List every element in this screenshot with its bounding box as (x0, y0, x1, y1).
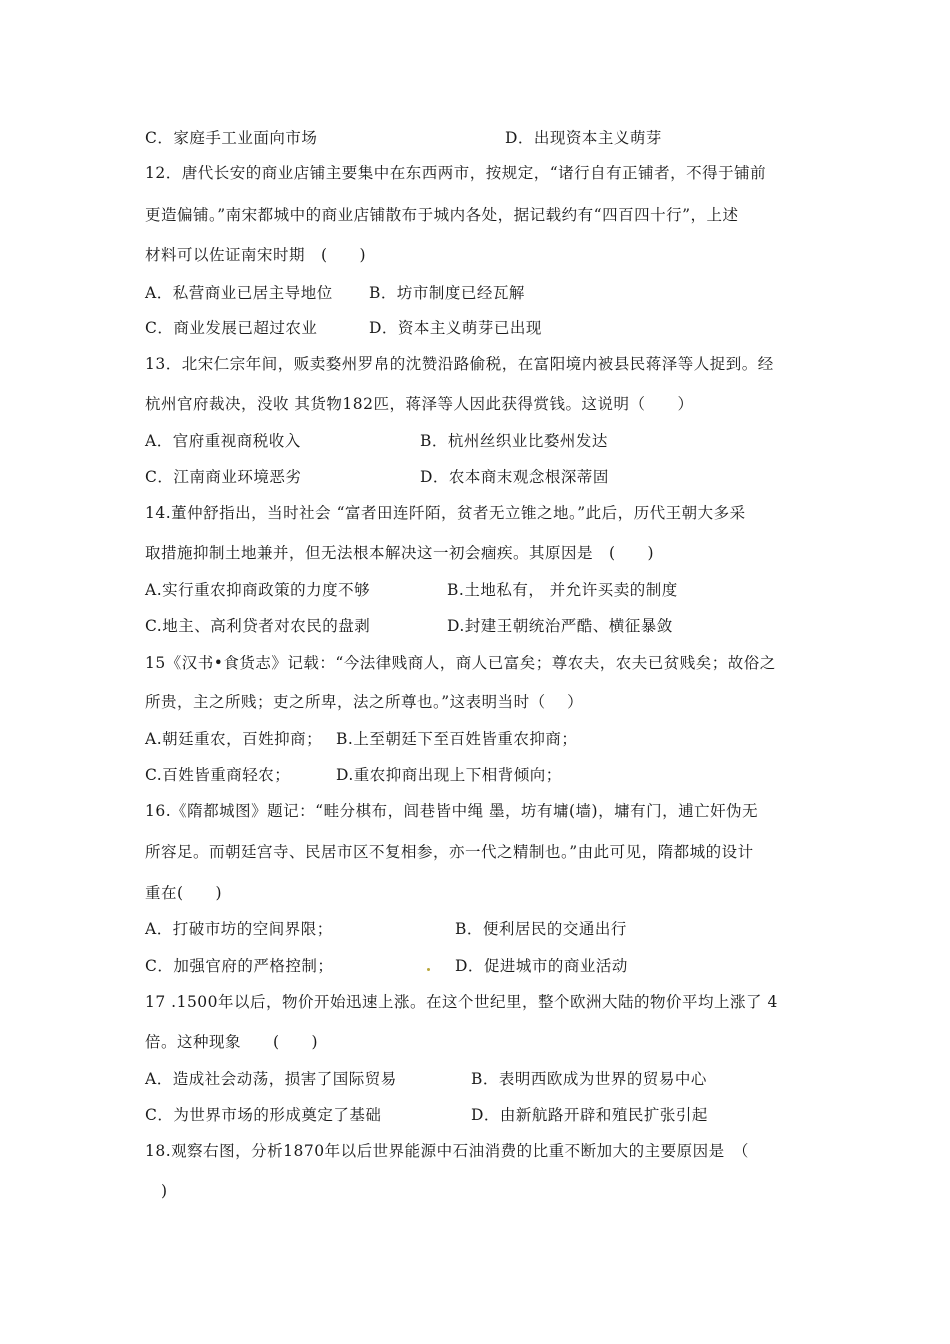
q15-stem-line-2: 所贵，主之所贱；吏之所卑，法之所尊也。”这表明当时（ ） (145, 693, 584, 711)
q12-stem-line-2: 更造偏铺。”南宋都城中的商业店铺散布于城内各处，据记载约有“四百四十行”，上述 (145, 206, 739, 224)
q14-option-a: A.实行重农抑商政策的力度不够 (145, 581, 371, 599)
q16-option-b: B．便利居民的交通出行 (455, 920, 627, 938)
q16-stem-line-2: 所容足。而朝廷宫寺、民居市区不复相参，亦一代之精制也。”由此可见，隋都城的设计 (145, 843, 754, 861)
q18-stem-line-1: 18.观察右图，分析1870年以后世界能源中石油消费的比重不断加大的主要原因是 （ (145, 1142, 749, 1160)
q13-option-c: C．江南商业环境恶劣 (145, 468, 302, 486)
q17-stem-line-2: 倍。这种现象 ( ) (145, 1033, 319, 1051)
q15-option-b: B.上至朝廷下至百姓皆重农抑商； (336, 730, 578, 748)
q13-option-a: A．官府重视商税收入 (145, 432, 301, 450)
q15-option-c: C.百姓皆重商轻农； (145, 766, 291, 784)
q16-option-d: D．促进城市的商业活动 (455, 957, 628, 975)
q16-option-a: A．打破市坊的空间界限； (145, 920, 333, 938)
q14-option-d: D.封建王朝统治严酷、横征暴敛 (447, 617, 673, 635)
q12-stem-line-3: 材料可以佐证南宋时期 ( ) (145, 246, 367, 264)
q12-stem-line-1: 12．唐代长安的商业店铺主要集中在东西两市，按规定，“诸行自有正铺者，不得于铺前 (145, 164, 767, 182)
q12-option-a: A．私营商业已居主导地位 (145, 284, 333, 302)
q13-stem-line-1: 13．北宋仁宗年间，贩卖婺州罗帛的沈赞沿路偷税，在富阳境内被县民蒋泽等人捉到。经 (145, 355, 774, 373)
q17-option-a: A．造成社会动荡，损害了国际贸易 (145, 1070, 397, 1088)
q15-stem-line-1: 15《汉书•食货志》记载：“今法律贱商人，商人已富矣；尊农夫，农夫已贫贱矣；故俗之 (145, 654, 776, 672)
q16-option-c: C．加强官府的严格控制； (145, 957, 334, 975)
q16-stem-line-3: 重在( ) (145, 884, 223, 902)
q17-option-c: C．为世界市场的形成奠定了基础 (145, 1106, 382, 1124)
q17-option-b: B．表明西欧成为世界的贸易中心 (471, 1070, 707, 1088)
q12-option-d: D．资本主义萌芽已出现 (369, 319, 542, 337)
q13-stem-line-2: 杭州官府裁决，没收 其货物182匹，蒋泽等人因此获得赏钱。这说明（ ） (145, 395, 694, 413)
q16-stem-line-1: 16.《隋都城图》题记：“畦分棋布，闾巷皆中绳 墨，坊有墉(墙)，墉有门，逋亡奸伪无 (145, 802, 759, 820)
q18-stem-line-2: ) (145, 1182, 168, 1200)
q12-option-c: C．商业发展已超过农业 (145, 319, 318, 337)
q15-option-a: A.朝廷重农，百姓抑商； (145, 730, 323, 748)
q17-stem-line-1: 17 .1500年以后，物价开始迅速上涨。在这个世纪里，整个欧洲大陆的物价平均上涨了 4 (145, 993, 778, 1011)
q14-option-b: B.土地私有， 并允许买卖的制度 (447, 581, 678, 599)
q13-option-d: D．农本商末观念根深蒂固 (420, 468, 609, 486)
q12-option-b: B．坊市制度已经瓦解 (369, 284, 525, 302)
q17-option-d: D．由新航路开辟和殖民扩张引起 (471, 1106, 708, 1124)
q14-stem-line-2: 取措施抑制土地兼并，但无法根本解决这一初会痼疾。其原因是 ( ) (145, 544, 655, 562)
q11-option-d: D．出现资本主义萌芽 (505, 129, 662, 147)
q14-option-c: C.地主、高利贷者对农民的盘剥 (145, 617, 371, 635)
q13-option-b: B．杭州丝织业比婺州发达 (420, 432, 608, 450)
stray-dot-mark (427, 968, 430, 971)
q11-option-c: C．家庭手工业面向市场 (145, 129, 318, 147)
q15-option-d: D.重农抑商出现上下相背倾向； (336, 766, 562, 784)
q14-stem-line-1: 14.董仲舒指出，当时社会 “富者田连阡陌，贫者无立锥之地。”此后，历代王朝大多采 (145, 504, 746, 522)
